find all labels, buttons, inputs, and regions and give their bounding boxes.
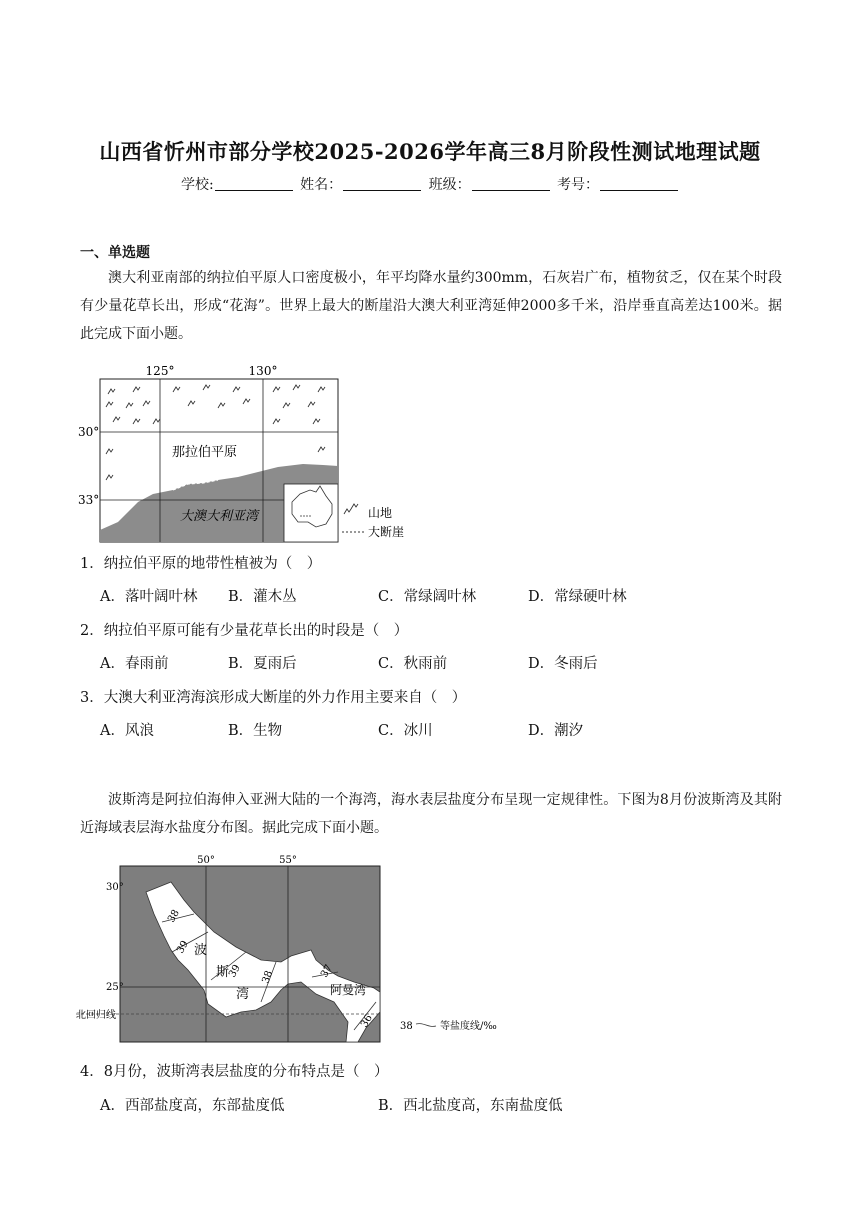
legend-cliff-label: 大断崖 (368, 525, 405, 539)
isoline-label-37: 37 (319, 962, 335, 980)
name-blank (343, 176, 421, 191)
isoline-label-38b: 38 (260, 969, 276, 986)
nullarbor-map (78, 362, 438, 546)
lat-33-label: 33° (78, 493, 100, 507)
lon-125-label: 125° (145, 364, 175, 378)
question-1: 1．纳拉伯平原的地带性植被为（ ） (80, 556, 322, 572)
lon-50-label: 50° (197, 855, 215, 866)
class-label: 班级： (428, 177, 471, 193)
q3-option-d: D．潮汐 (528, 723, 584, 739)
section-heading: 一、单选题 (80, 245, 150, 261)
school-label: 学校: (180, 177, 214, 193)
lon-55-label: 55° (279, 855, 297, 866)
q2-option-d: D．冬雨后 (528, 656, 598, 672)
isoline-legend-icon (416, 1024, 436, 1027)
q2-option-a: A．春雨前 (100, 656, 169, 672)
gulf-char-1: 波 (194, 943, 208, 958)
q3-option-c: C．冰川 (378, 723, 433, 739)
passage-nullarbor: 澳大利亚南部的纳拉伯平原人口密度极小，年平均降水量约300mm，石灰岩广布，植物贫乏，仅在某个时段有少量花草长出，形成“花海”。世界上最大的断崖沿大澳大利亚湾延伸2000多千米，沿岸垂直高差达100米。据此完成下面小题。 (80, 270, 782, 342)
question-2: 2．纳拉伯平原可能有少量花草长出的时段是（ ） (80, 623, 409, 639)
lat-30-label: 30° (78, 425, 100, 439)
exam-number-blank (600, 176, 678, 191)
persian-gulf-salinity-map (76, 852, 516, 1048)
exam-number-label: 考号： (557, 177, 600, 193)
isoline-label-39a: 39 (175, 938, 191, 956)
oman-gulf-label: 阿曼湾 (330, 983, 367, 997)
q1-option-c: C．常绿阔叶林 (378, 589, 477, 605)
name-label: 姓名： (300, 177, 343, 193)
legend-mountain-label: 山地 (368, 506, 393, 520)
q2-option-c: C．秋雨前 (378, 656, 448, 672)
student-info-line (0, 174, 860, 194)
lat-25-label: 25° (106, 982, 124, 993)
gulf-char-2: 斯 (216, 965, 230, 980)
passage-persian-gulf: 波斯湾是阿拉伯海伸入亚洲大陆的一个海湾，海水表层盐度分布呈现一定规律性。下图为8月份波斯湾及其附近海域表层海水盐度分布图。据此完成下面小题。 (80, 792, 782, 836)
isoline-label-39b: 39 (227, 962, 243, 980)
q1-option-b: B．灌木丛 (228, 589, 297, 605)
q3-option-b: B．生物 (228, 723, 283, 739)
lat-30-label: 30° (106, 882, 124, 893)
gulf-char-3: 湾 (236, 987, 250, 1002)
q4-option-a: A．西部盐度高，东部盐度低 (100, 1098, 285, 1114)
isoline-label-36: 36 (359, 1012, 375, 1030)
page-title: 山西省忻州市部分学校2025-2026学年高三8月阶段性测试地理试题 (99, 139, 761, 164)
q3-option-a: A．风浪 (100, 723, 154, 739)
q1-option-d: D．常绿硬叶林 (528, 589, 627, 605)
q2-option-b: B．夏雨后 (228, 656, 297, 672)
q1-option-a: A．落叶阔叶林 (100, 589, 198, 605)
isoline-label-38a: 38 (166, 907, 182, 925)
question-4: 4．8月份，波斯湾表层盐度的分布特点是（ ） (80, 1064, 389, 1080)
plain-label: 那拉伯平原 (172, 445, 238, 460)
class-blank (472, 176, 550, 191)
legend-label: 等盐度线/‰ (440, 1021, 497, 1032)
legend-value: 38 (400, 1021, 413, 1032)
school-blank (215, 176, 293, 191)
q4-option-b: B．西北盐度高，东南盐度低 (378, 1098, 563, 1114)
bay-label: 大澳大利亚湾 (180, 509, 259, 524)
question-3: 3．大澳大利亚湾海滨形成大断崖的外力作用主要来自（ ） (80, 690, 467, 706)
mountain-legend-icon (344, 504, 358, 514)
lon-130-label: 130° (248, 364, 278, 378)
tropic-label: 北回归线 (76, 1010, 116, 1021)
